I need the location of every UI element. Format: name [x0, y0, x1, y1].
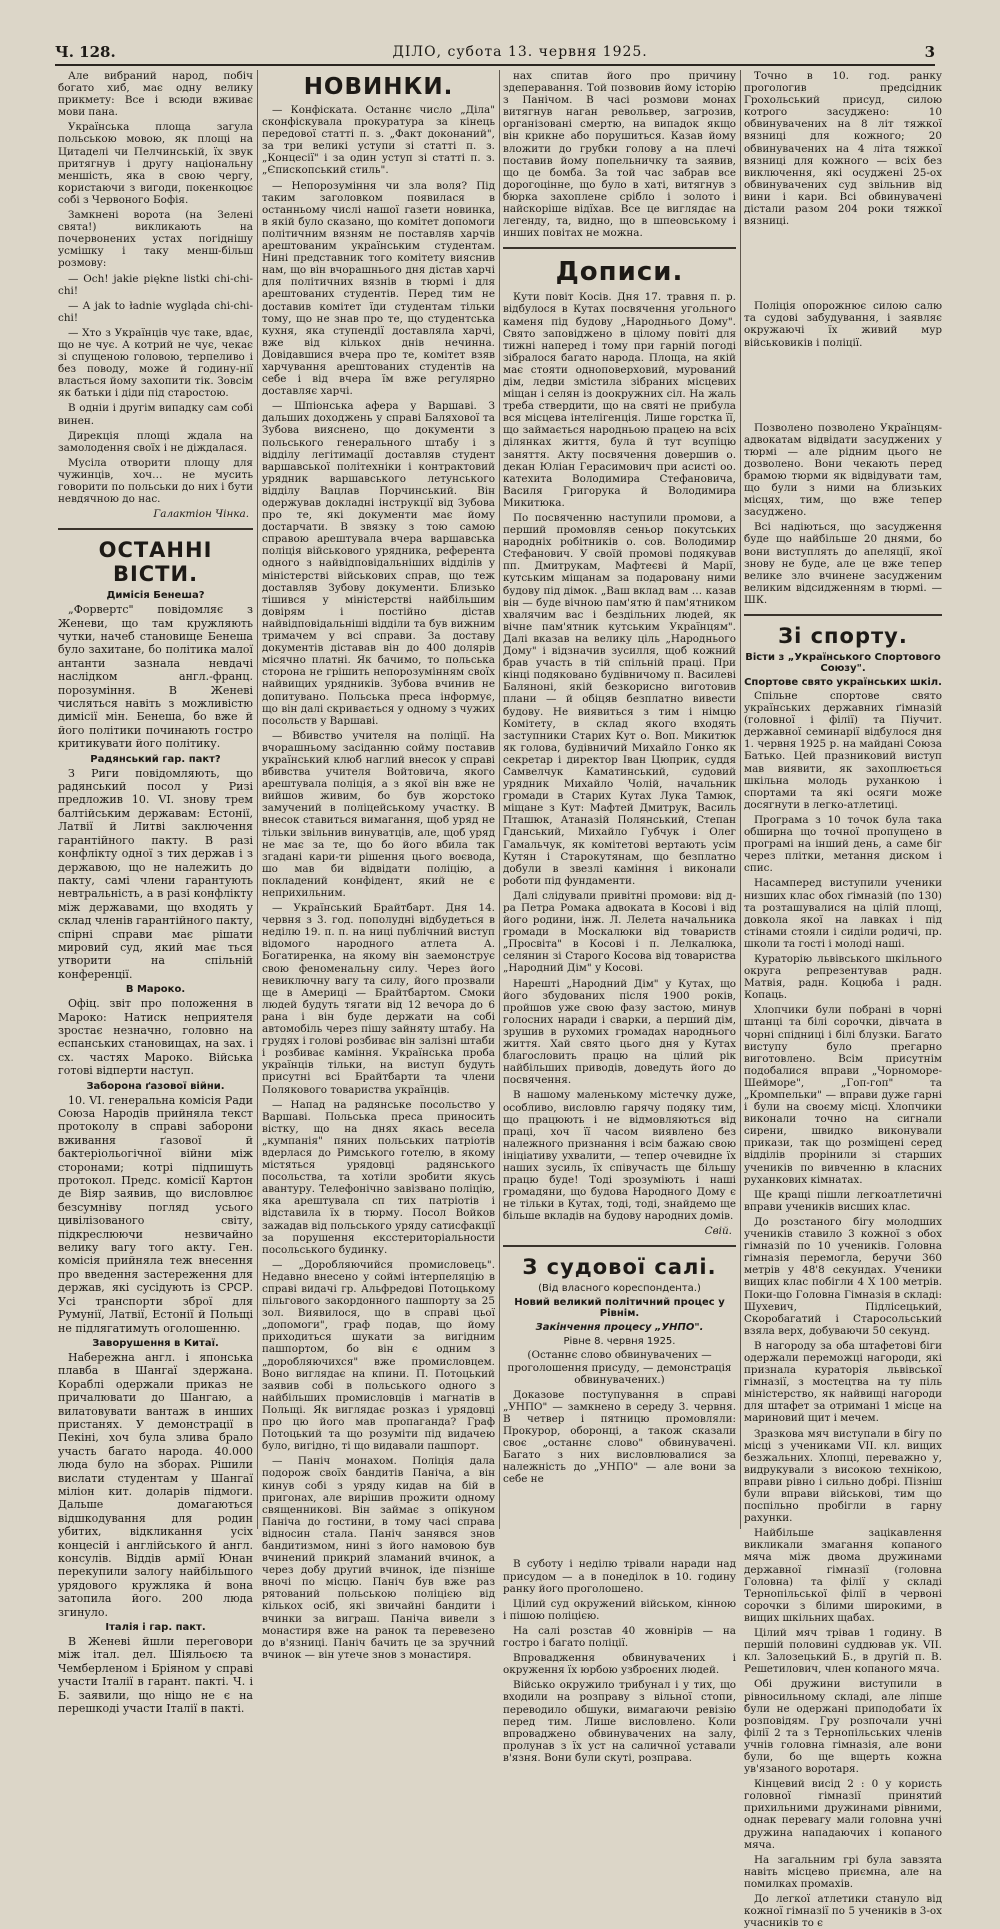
- column-divider: [499, 70, 500, 1529]
- subheading: Спортове свято українських шкіл.: [744, 677, 942, 688]
- paragraph: Спільне спортове свято українських державних ґімназій (головної і філії) та Піучит. державної семинарії відбулося дня 1. червня 1925 р. на майдані Союза Батько. Цей празниковий виступ мав виявити, як захоплюється шкільна молодь руханкою і спортами та які осяги може досягнути в легко-атлетиці.: [744, 690, 942, 811]
- paragraph: Програма з 10 точок була така обширна що точної пропущено в програмі на інший день, а саме біг через плітки, метання диском і спис.: [744, 813, 942, 875]
- paragraph: Доказове поступування в справі „УНПО" — замкнено в середу 3. червня. В четвер і пятницю промовляли: Прокурор, оборонці, а також сказали своє „останнє слово" обвинувачені. Багато з них висловлювалися за належність до „УНПО" — але вони за себе не: [503, 1388, 736, 1486]
- paragraph: До легкої атлетики стануло від кожної гімназії по 5 учеників в 3-ох учасників то є: [744, 1893, 942, 1929]
- paragraph: Кінцевий висід 2 : 0 у користь головної гімназії принятий прихильними дружинами рівними, однак перевагу мали головна учні дружина нападаючих і копаного мяча.: [744, 1778, 942, 1851]
- paragraph: — Паніч монахом. Поліція дала подорож своїх бандитів Паніча, а він кинув собі з уряду кидав на бій в пригонах, але вирішив прожити одному священникові. Він займає з опікуном Паніча до гостини, в тому часі справа відносин стала. Паніч занявся знов бандитизмом, нині з його намовою був вчинений прикрий зламаний вчинок, а через добу другий вчинок, іде пізніше вночі по місцю. Паніч був вже раз рятований польською поліцією від кількох осіб, які звичайні бандити і вчинки за виграш. Паніча вивели з монастиря вже на ранок та перевезено до в'язниці. Паніч бачить це за зручний вчинок — він утече знов з монастиря.: [262, 1455, 495, 1661]
- dateline: Рівне 8. червня 1925.: [563, 1336, 676, 1348]
- paragraph: Кути повіт Косів. Дня 17. травня п. р. відбулося в Кутах посвячення угольного каменя під будову „Народнього Дому". Свято заповіджено в цілому повіті для тижні наперед і тому при гарній погоді зібралося багато народа. Площа, на якій має стояти одноповерховий, мурований дім, ледви змістила зібраних місцевих міщан і селян із доокружних сіл. На жаль треба ствердити, що на святі не прибула вся місцева інтелігенція. Лише горстка її, що займається народньою працею на всіх ділянках життя, була й тут всупіцю заняття. Акту посвячення довершив о. декан Юліан Герасимович при асисті оо. катехита Володимира Стефановича, Василя Григорука й Володимира Микитюка.: [503, 291, 736, 509]
- page-number: 3: [924, 43, 935, 61]
- paragraph: Українська площа загула польською мовою, як площі на Цитаделі чи Пелчинській, їх звук притягнув і другу національну меншість, яка в свою чергу, користаючи з вигоди, покенкоцює собі з Червоного Бофія.: [58, 121, 253, 206]
- section-rule: [503, 1245, 736, 1247]
- article-heading: В Мароко.: [125, 984, 186, 996]
- paragraph: — „Доробляючийся промисловець". Недавно внесено у соймі інтерпеляцію в справі видачі гр. Альфредові Потоцькому пільгового закордонного пашпорту за 25 зол. Виявилося, що в справі цьої „допомоги", граф подав, що йому приходиться шукати за вигідним пашпортом, бо він є одним з „доробляючихся" вже промисловцем. Воно виглядає на кпини. П. Потоцький заявив собі в польського одного з найбільших промисловців і магнатів в Польщі. Як виглядає розказ і урядовці про цю його мав пропаганда? Граф Потоцький та що розуміти під видачею було, вигідно, ті що видавали пашпорт.: [262, 1258, 495, 1453]
- paragraph: нах спитав його про причину здеперавання. Той позвовив йому історію з Панічом. В часі розмови монах витягнув наган револьвер, загрозив, організовані смертю, на випадок якщо він крикне або порушиться. Казав йому вложити до грубки голову а на плечі поставив йому попельничку та заявив, що це бомба. За той час забрав все дорогоцінне, що було в хаті, витягнув з бюрка захоплене срібло і золото і найскоріше відїхав. Все це виглядає на легенду, та, видно, що в шпеовському і инших повітах не можна.: [503, 70, 736, 240]
- page-header: [55, 40, 935, 64]
- section-title-sport: Зі спорту.: [778, 624, 908, 648]
- paragraph: — Вбивство учителя на поліції. На вчорашньому засіданню сойму поставив український клюб наглий внесок у справі вбивства учителя Войтовича, якого арештувала поліція, а з якої він вже не вийшов живим, бо був жорстоко замучений в поліцейському участку. В внесок ставиться вимагання, щоб уряд не тільки звільнив винуватців, але, щоб уряд не має за те, що бо його вбила так згадані кари-ти рішення цього воєвода, шо мав би відвідати поліцію, а покладений конфідент, який не є неприхильним.: [262, 729, 495, 899]
- header-rule: [55, 64, 935, 66]
- paragraph: Цілий мяч трівав 1 годину. В першій половині суддював ук. VII. кл. Залозецький Б., в другій п. В. Решетилович, член копаного мяча.: [744, 1627, 942, 1676]
- article-heading: Заборона ґазової війни.: [86, 1080, 225, 1092]
- paragraph: Далі слідували привітні промови: від д-ра Петра Ромака адвоката в Косові і від його родини, інж. Л. Лелета начальника громади в Москалюки від товариств „Просвіта" в Косові і п. Лелкалюка, селянин зі Старого Косова від товариства „Народний Дім" у Косові.: [503, 889, 736, 975]
- article-heading: Італія і гар. пакт.: [105, 1622, 206, 1634]
- column-4: [744, 70, 942, 1929]
- column-divider: [257, 70, 258, 1529]
- article-heading: Заворушення в Китаї.: [92, 1337, 219, 1349]
- subheading: Закінчення процесу „УНПО".: [535, 1322, 704, 1334]
- paragraph: Замкнені ворота (на Зелені свята!) викликають на почервонених устах погіднішу усмішку і таку менш-більш розмову:: [58, 209, 253, 270]
- paragraph: — Непорозуміння чи зла воля? Під таким заголовком появилася в останньому числі нашої газети новинка, в якій було сказано, що комітет допомоги політичним вязням не поставляв харчів арештованим українським студентам. Нині представник того комітету вияснив нам, що він вчорашнього дня дістав харчі для політичних вязнів в тюрмі і для арештованих студентів. Перед тим не доставив комітет їди студентам тільки тому, що не знав про те, що студентська кухня, яка ступендії доставляла харчі, вже від кількох днів нечинна. Довідавшися вчера про те, комітет взяв харчування арештованих студентів на себе і від вчера їм вже регулярно доставляє харчі.: [262, 179, 495, 398]
- section-title-latest-news: ОСТАННІ ВІСТИ.: [98, 538, 213, 587]
- section-rule: [744, 614, 942, 616]
- paragraph: Мусіла отворити площу для чужинців, хоч… не мусить говорити по польськи до них і бути невдячною до нас.: [58, 456, 253, 506]
- paragraph: До розстаного бігу молодших учеників ставило 3 кожної з обох гімназій по 10 учеників. Головна гімназія перемогла, беручи 360 метрів у 48'8 секундах. Ученики вищих клас побігли 4 X 100 метрів. Поки-що Головна Гімназія в складі: Шухевич, Підлісецький, Скоробагатий і Старосольський взяла верх, добуваючи 50 секунд.: [744, 1215, 942, 1337]
- paragraph: По посвяченню наступили промови, а перший промовляв сеньор покутських народніх робітників о. сов. Володимир Стефанович. У своїй промові подякував пп. Дмитрукам, Мафтеєві й Марії, кутським міщанам за подаровану ними будову під дімок. „Ваш вклад вам … казав він — буде вічною пам'ятю й пам'ятником хвалячим вас і бездільних людей, як вічне пам'ятник кутським Українцям". Далі вказав на велику ціль „Народнього Дому" і відзначив зусилля, щоб кожний брав участь в тій спільній праці. При кінці подяковано будівничому п. Василеві Баляноні, якій безкорисно виготовив плани — й обіцяв безплатно вивести будову. Не виявиться з тим і німцю Комітету, в склад якого входять заступники Старих Кут о. Воп. Микитюк як голова, будівничий Михайло Гонко як секретар і директор Іван Цюприк, суддя Самвелчук Каматинський, судовий урядник Михайло Чолій, начальник громади в Старих Кутах Лука Тамюк, міщане з Кут: Мафтей Дмитрук, Василь Пташюк, Атаназій Полянський, Степан Гданський, Михайло Губчук і Олег Гамальчук, як комітетові вертають усім Кутян і Старокутянам, що безплатно добули в звезлі каміння і виконали роботи під фундаменти.: [503, 512, 736, 887]
- section-rule: [58, 528, 253, 530]
- author-signature: Галактіон Чінка.: [153, 508, 249, 521]
- section-title-courtroom: З судової салі.: [522, 1255, 717, 1280]
- issue-number: Ч. 128.: [55, 43, 116, 61]
- paragraph: Найбільше зацікавлення викликали змагання копаного мяча між двома дружинами державної гімназії (головна Головна) та філії у складі Тернопільської філії в червоні сорочки з білими широкими, в вищих шкільних щабах.: [744, 1527, 942, 1624]
- paragraph: Позволено позволено Українцям-адвокатам відвідати засуджених у тюрмі — але рідним цього не дозволено. Вони чекають перед брамою тюрми як відвідувати там, що були з ними на близьких місцях, тим, що вже тепер засуджено.: [744, 421, 942, 519]
- paragraph: Точно в 10. год. ранку прогологив предсідник Грохольський присуд, силою котрого засуджено: 10 обвинувачених на 8 літ тяжкої вязниці для кожного; 20 обвинувачених на 4 літа тяжкої вязниці для кожного — всіх без виключення, які осуджені 25-ох обвинувачених суд звільнив від вини і кари. Всі обвинувачені дістали разом 204 роки тяжкої вязниці.: [744, 70, 942, 228]
- paragraph: Обі дружини виступили в рівносильному складі, але ліпше були не одержані приподобати їх розповідям. Гру розпочали учні філії 2 та з Тернопільських членів учнів головна гімназія, але вони були, бо ще вщерть кожна ув'язаного воротаря.: [744, 1678, 942, 1776]
- censored-gap: [744, 230, 942, 300]
- paragraph: Всі надіються, що засудження буде що найбільше 20 днями, бо вони виступлять до апеляції, якої знову не буде, але це вже тепер велике зло вчинене засудженим великим відсидженням в тюрмі. — ШК.: [744, 521, 942, 606]
- paragraph: Набережна англ. і японська плавба в Шангаї здержана. Кораблі одержали приказ не причалювати до Шангаю, а вилатовувати вантаж в инших пристанях. У демонстрації в Пекіні, хоч була злива брало участь багато народа. 40.000 люда було на зборах. Рішили вислати студентам у Шангаї міліон кит. доларів підмоги. Дальше домагаються відшкодування для родин убитих, відкликання усіх концесій і англійського й англ. консулів. Віддів армії Юнан перекупили залогу найбільшого урядового кружляка й вона затопила його. 200 люда згинуло.: [58, 1350, 253, 1619]
- paragraph: Офіц. звіт про положення в Мароко: Натиск неприятеля зростає незначно, головно на еспанських становищах, на зах. і сх. частях Мароко. Війська готові відперти наступ.: [58, 997, 253, 1078]
- censored-gap: [503, 1488, 736, 1558]
- paragraph: Дирекція площі ждала на замолодення своїх і не діждалася.: [58, 429, 253, 454]
- paragraph: Нарешті „Народний Дім" у Кутах, що його збудованих після 1900 років, пройшов уже свою фазу застою, минув голосних наради і сварки, а перший дім, зрушив в рухомих громадах народнього життя. Хай свято цього дня у Кутах благословить працю на цілий рік найбільших приводів, доведуть його до посвячення.: [503, 977, 736, 1087]
- paragraph: — Український Брайтбарт. Дня 14. червня з 3. год. пополудні відбудеться в неділю 19. п. п. на ниці публічний виступ відомого народного атлета А. Богатиренка, на якому він заемонструє свою феноменальну силу. Через його невиключну вагу та силу, його прозвали ще в Америці — Брайтбартом. Смоки людей будуть тягати від 12 вечора до 6 рана і він буде держати на собі автомобіль через пішу зайняту штабу. На грудях і голові розбиває він залізні штаби і розбиває каміння. Українська проба українців тільки, на виступ будуть присутні всі Брайтбарти та члени Полякового товариства українців.: [262, 902, 495, 1096]
- paragraph: В нагороду за оба штафетові біги одержали переможці нагороди, які признала кураторія львівської гімназії, з мостецтва на ту піль міністерство, як найвищі нагороди для штафет за отримані 1 місце на мариновий щит і мечем.: [744, 1339, 942, 1425]
- paragraph: Зразкова мяч виступали в бігу по місці з учениками VII. кл. вищих безжальних. Хлопці, переважно у, видрукували з високою технікою, вправи рівно і сильно добрі. Пізніш були вправи військові, тим що поспільно пробігли в гарну рахунки.: [744, 1427, 942, 1525]
- article-heading: Радянський гар. пакт?: [90, 753, 221, 765]
- paragraph: Але вибраний народ, побіч богато хиб, має одну велику прикмету: Все і всюди вживає мови пана.: [58, 70, 253, 119]
- paragraph: Військо окружило трибунал і у тих, що входили на розправу з вільної стопи, переводило обшуки, вимагаючи ревізію перед тим. Лише висловлено. Коли впроваджено обвинувачених на залу, пролунав з їх уст на саличної уставали в'язня. Вони були скуті, розправа.: [503, 1679, 736, 1764]
- paragraph: Поліція опорожнює силою салю та судові забудування, і заявляє окружаючі їх живий мур військовиків і поліції.: [744, 300, 942, 349]
- column-3: [503, 70, 736, 1764]
- paragraph: Насамперед виступили ученики низших клас обох ґімназій (по 130) та розташувалися на цілій площі, довкола якої на лавках і під стінами стояли і сиділи родичі, пр. школи та гості і молоді наші.: [744, 877, 942, 950]
- section-rule: [503, 247, 736, 249]
- section-title-correspondence: Дописи.: [555, 257, 684, 288]
- section-title-news: НОВИНКИ.: [303, 74, 454, 100]
- subheading: Вісти з „Українського Спортового Союзу".: [745, 652, 941, 674]
- paragraph: В Женеві йшли переговори між італ. дел. Шіяльоєю та Чемберленом і Бріяном у справі участи Італії в гарант. пакті. Ч. і Б. заявили, що ніщо не є на перешкоді участи Італії в пакті.: [58, 1635, 253, 1716]
- paragraph: — Напад на радянське посольство у Варшаві. Польська преса приносить вістку, що на днях якась весела „кумпанія" пяних польських патріотів вдерлася до Римського готелю, в якому містяться урядовці радянського посольства, та хотіли зробити якусь авантуру. Телефонічно завізвано поліцію, яка арештувала сп тих патріотів і відставила їх в тюрму. Посол Войков зажадав від польського уряду сатисфакції за порушення ексстериторіальности посольського будинку.: [262, 1098, 495, 1256]
- paragraph: — Шпіонська афера у Варшаві. З дальших доходжень у справі Баляхової та Зубова вияснено, що документи з польського генерального штабу і з відділу легітимації доставляв студент варшавської політехніки і контрактовий урядник варшавського летунського відділу Вацлав Порчинський. Він одержував докладні інструкції від Зубова про те, які документи має йому достарчати. В звязку з тою самою справою арештувала вчера варшавська поліція військового урядника, референта одного з найвідповідальніших відділів у міністерстві військових справ, що теж доставляв Зубову документи. Близько тішився у міністерстві найбільшим довірям і постійно дістав найвідповідальніші відділи та був вижним тримачем у всі справи. За доставу документів діставав він до 400 долярів місячно платні. Як бачимо, то польська сторона не грішить непорозумінням своїх найвищих урядників. Зубова вчинив не допитувано. Польська преса інформує, що він далі скривається у одному з чужих посольств у Варшаві.: [262, 400, 495, 727]
- paragraph: Хлопчики були побрані в чорні штанці та білі сорочки, дівчата в чорні спідниці і білі блузки. Багато виступу було прегарно виготовлено. Всім присутнім подобалися вправи „Чорноморе-Шейморе", „Гоп-гоп" та „Кромпельки" — вправи дуже гарні і були на своєму місці. Хлопчики виконали точно на сигнали сирени, швидко виконували прикази, так що розміщені серед відділів прорінили зі старших учеників по вивченню в класних руханкових кімнатах.: [744, 1004, 942, 1186]
- subheading: (Від власного кореспондента.): [538, 1283, 701, 1295]
- paragraph: В одніи і другім випадку сам собі винен.: [58, 402, 253, 427]
- column-1: [58, 70, 254, 1716]
- paragraph: На салі розстав 40 жовнірів — на гостро і багато поліції.: [503, 1624, 736, 1650]
- paragraph: З Риги повідомляють, що радянський посол у Ризі предложив 10. VI. знову трем балтійським державам: Естонії, Латвії й Литві заключення гарантійного пакту. В разі конфлікту одної з тих держав і з державою, що не належить до пакту, самі члени гарантують невтральність, а в разі конфлікту між державами, що входять у склад членів гарантійного пакту, спірні справи має рішати мировий суд, який має ться утворити на спільній конференції.: [58, 766, 254, 981]
- paragraph: Цілий суд окружений військом, кінною і пішою поліцією.: [503, 1597, 736, 1622]
- paragraph: Впровадження обвинувачених і окруження їх юрбою узброєних людей.: [503, 1652, 736, 1677]
- paragraph: — Хто з Українців чує таке, вдає, що не чує. А котрий не чує, чекає зі спущеною головою, терпеливо і без поводу, може й годину-нії власться йому захопити тік. Зовсім як батьки і діди під старостою.: [58, 326, 253, 400]
- paragraph: Кураторію львівського шкільного округа репрезентував радн. Матвія, радн. Коцюба і радн. Копаць.: [744, 952, 942, 1002]
- paragraph: 10. VI. генеральна комісія Ради Союза Народів прийняла текст протоколу в справі заборони вживання ґазової й бактеріольогічної війни між сторонами; котрі підпишуть протокол. Предс. комісії Картон де Віяр заявив, що висловлює безсумніву погляд усього цивілізованого світу, підкреслюючи незвичайно велику вагу того акту. Ген. комісія прийняла теж внесення про введення застереження для держав, які сусідують із СРСР. Усі транспорти зброї для Румунії, Латвії, Естонії й Польщі не підлягатимуть оголошенню.: [58, 1093, 253, 1335]
- column-divider: [740, 70, 741, 1529]
- column-2: [262, 70, 495, 1661]
- paragraph: „Форвертс" повідомляє з Женеви, що там кружляють чутки, начеб становище Бенеша було захитане, бо політика малої антанти зазнала невдачі наслідком англ.-франц. порозуміння. В Женеві числяться навіть з можливістю димісії мін. Бенеша, бо вже й його політики починають гостро критикувати його політику.: [58, 603, 253, 751]
- censored-gap: [744, 352, 942, 422]
- paragraph: Ще кращі пішли легкоатлетичні вправи учеників висших клас.: [744, 1188, 942, 1213]
- paragraph: В нашому маленькому містечку дуже, особливо, висловлю гарячу подяку тим, що працюють і не відмовляються від праці, хоч її часом виявлено без належного признання і всім бажаю свою ініціативу ухвалити, — тепер очевидне їх наших зусиль, їх співучасть ще більшу працю буде! Тоді зрозуміють і наші громадяни, що будова Народного Дому є не тільки в Кутах, тоді, тоді, знайдемо ще більше вкладів на будову народних домів.: [503, 1089, 736, 1223]
- paragraph: В суботу і неділю трівали наради над присудом — а в понеділок в 10. годину ранку його проголошено.: [503, 1558, 736, 1595]
- subheading: (Останнє слово обвинувачених — проголошення присуду, — демонстрація обвинувачених.): [507, 1349, 732, 1386]
- article-heading: Димісія Бенеша?: [106, 590, 205, 602]
- paragraph: На загальним грі була завзята навіть місцево приємна, але на помилках промахів.: [744, 1853, 942, 1890]
- paragraph: — Och! jakie piękne listki chi-chi-chi!: [58, 272, 253, 297]
- subheading: Новий великий політичний процес у Рівнім.: [514, 1297, 725, 1320]
- paragraph: — Конфіската. Останнє число „Діла" сконфіскувала прокуратура за кінець передової статті п. з. „Факт доконаний", за три великі уступи зі статті п. з. „Концесії" і за один уступ зі статті п. з. „Єпископський стиль".: [262, 104, 495, 177]
- masthead: ДІЛО, субота 13. червня 1925.: [392, 44, 648, 60]
- paragraph: — A jak to ładnie wygląda chi-chi-chi!: [58, 299, 253, 324]
- author-signature: Свій.: [704, 1225, 732, 1238]
